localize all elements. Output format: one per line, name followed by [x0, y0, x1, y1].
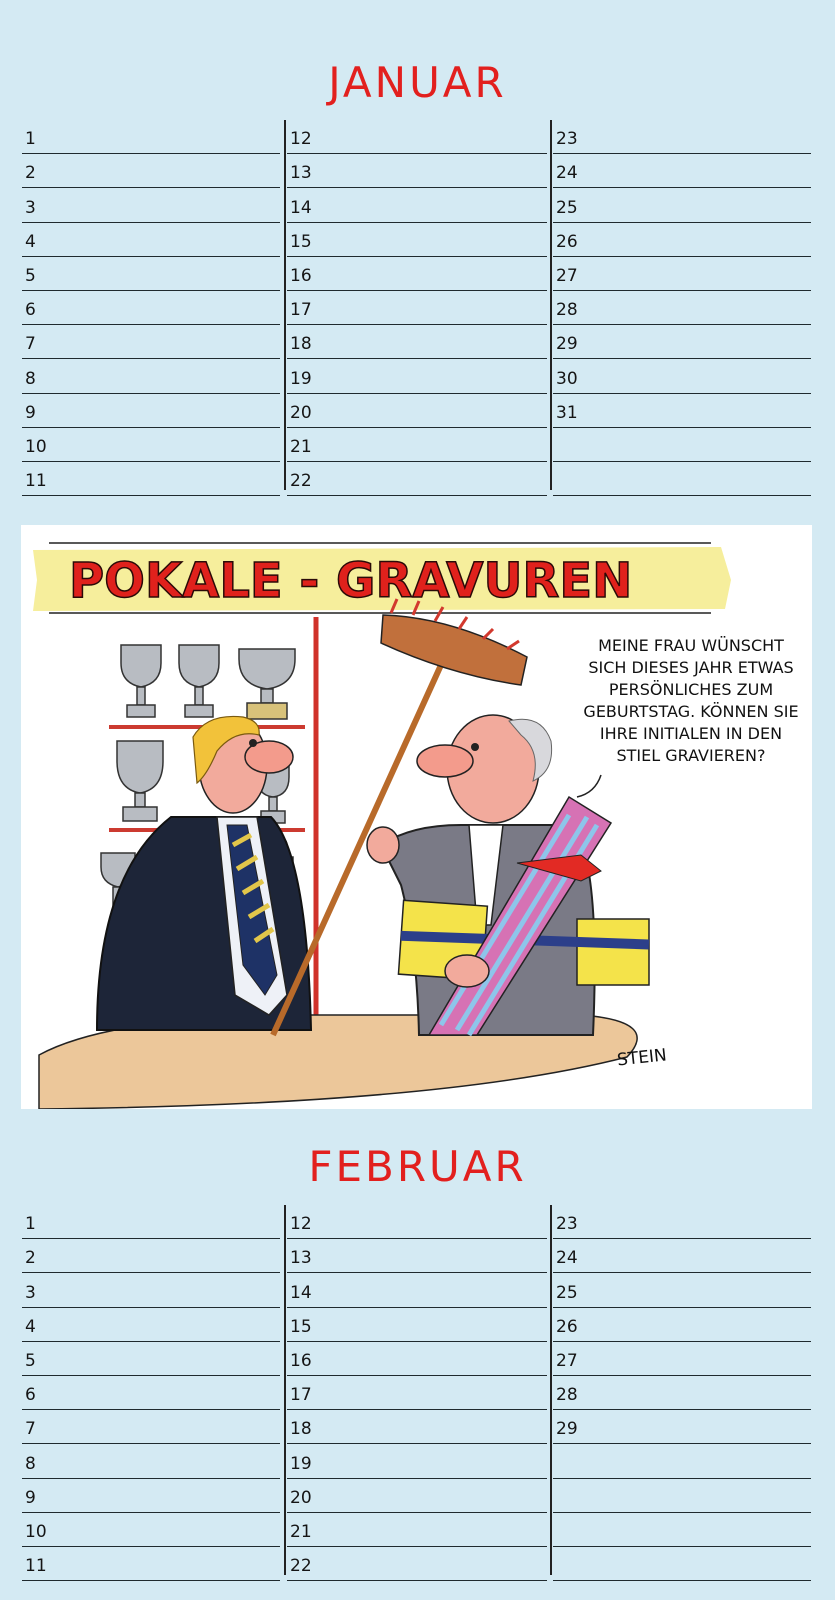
day-row	[553, 154, 811, 188]
day-row	[553, 359, 811, 393]
day-row	[287, 428, 547, 462]
day-number: 11	[25, 471, 47, 492]
day-number: 21	[290, 436, 312, 457]
day-row	[553, 120, 811, 154]
day-number: 13	[290, 163, 312, 184]
speech-line: MEINE FRAU WÜNSCHT	[598, 636, 784, 655]
artist-signature: STEIN	[616, 1045, 668, 1071]
day-row	[553, 1444, 811, 1478]
day-row	[22, 394, 280, 428]
day-row	[553, 1479, 811, 1513]
day-number: 5	[25, 265, 36, 286]
day-row	[287, 462, 547, 496]
day-number: 2	[25, 1248, 36, 1269]
speech-line: STIEL GRAVIEREN?	[616, 746, 766, 765]
day-number: 20	[290, 402, 312, 423]
day-grid-januar	[0, 120, 835, 490]
day-row	[553, 462, 811, 496]
day-row	[287, 188, 547, 222]
day-row	[22, 359, 280, 393]
sign-text: POKALE - GRAVUREN	[69, 553, 633, 609]
day-row	[22, 291, 280, 325]
day-row	[22, 1547, 280, 1581]
trophy-icon	[239, 649, 295, 719]
day-number: 13	[290, 1248, 312, 1269]
day-row	[22, 154, 280, 188]
day-row	[287, 1273, 547, 1307]
day-number: 22	[290, 471, 312, 492]
day-row	[287, 1205, 547, 1239]
day-number: 24	[556, 1248, 578, 1269]
cartoon-illustration	[21, 525, 812, 1109]
day-row	[287, 1376, 547, 1410]
speech-line: GEBURTSTAG. KÖNNEN SIE	[583, 702, 799, 721]
day-number: 17	[290, 1385, 312, 1406]
day-row	[553, 1410, 811, 1444]
day-row	[287, 1513, 547, 1547]
day-number: 26	[556, 1316, 578, 1337]
day-row	[553, 1239, 811, 1273]
day-number: 10	[25, 436, 47, 457]
speech-line: SICH DIESES JAHR ETWAS	[588, 658, 794, 677]
day-row	[287, 120, 547, 154]
day-number: 19	[290, 1453, 312, 1474]
day-row	[22, 188, 280, 222]
day-number: 15	[290, 1316, 312, 1337]
day-number: 28	[556, 300, 578, 321]
day-number: 5	[25, 1350, 36, 1371]
day-row	[22, 1513, 280, 1547]
day-number: 12	[290, 129, 312, 150]
day-number: 6	[25, 1385, 36, 1406]
day-row	[22, 462, 280, 496]
day-number: 29	[556, 1419, 578, 1440]
day-number: 2	[25, 163, 36, 184]
month-title-januar: JANUAR	[328, 58, 507, 107]
day-number: 28	[556, 1385, 578, 1406]
day-column	[287, 1205, 547, 1581]
day-number: 12	[290, 1214, 312, 1235]
day-number: 21	[290, 1521, 312, 1542]
trophy-icon	[179, 645, 219, 717]
day-number: 25	[556, 197, 578, 218]
day-row	[553, 1547, 811, 1581]
day-number: 3	[25, 1282, 36, 1303]
day-column	[553, 120, 811, 496]
day-row	[287, 394, 547, 428]
day-row	[287, 257, 547, 291]
speech-line: PERSÖNLICHES ZUM	[608, 680, 774, 699]
day-number: 9	[25, 1487, 36, 1508]
seller-figure	[367, 715, 649, 1035]
day-number: 9	[25, 402, 36, 423]
day-number: 17	[290, 300, 312, 321]
month-title-februar: FEBRUAR	[308, 1142, 527, 1191]
day-row	[287, 1239, 547, 1273]
day-number: 7	[25, 1419, 36, 1440]
day-row	[287, 325, 547, 359]
day-number: 25	[556, 1282, 578, 1303]
day-number: 27	[556, 1350, 578, 1371]
day-number: 4	[25, 231, 36, 252]
day-number: 23	[556, 1214, 578, 1235]
day-number: 16	[290, 1350, 312, 1371]
column-divider	[550, 120, 552, 490]
column-divider	[284, 120, 286, 490]
day-number: 16	[290, 265, 312, 286]
day-number: 27	[556, 265, 578, 286]
day-number: 10	[25, 1521, 47, 1542]
day-row	[287, 291, 547, 325]
day-number: 1	[25, 129, 36, 150]
trophy-icon	[117, 741, 163, 821]
speech-line: IHRE INITIALEN IN DEN	[599, 724, 783, 743]
day-number: 23	[556, 129, 578, 150]
day-row	[553, 1205, 811, 1239]
day-row	[287, 1410, 547, 1444]
day-row	[553, 325, 811, 359]
day-number: 19	[290, 368, 312, 389]
day-row	[553, 188, 811, 222]
day-row	[287, 1479, 547, 1513]
day-number: 15	[290, 231, 312, 252]
day-row	[287, 359, 547, 393]
day-number: 24	[556, 163, 578, 184]
day-grid-februar	[0, 1205, 835, 1575]
day-row	[22, 1444, 280, 1478]
day-number: 11	[25, 1556, 47, 1577]
day-column	[22, 1205, 280, 1581]
trophy-icon	[121, 645, 161, 717]
day-number: 29	[556, 334, 578, 355]
day-row	[22, 1342, 280, 1376]
day-row	[553, 1513, 811, 1547]
day-row	[22, 1273, 280, 1307]
day-row	[553, 1376, 811, 1410]
day-row	[287, 223, 547, 257]
day-column	[22, 120, 280, 496]
day-number: 31	[556, 402, 578, 423]
day-row	[22, 257, 280, 291]
day-number: 26	[556, 231, 578, 252]
day-number: 7	[25, 334, 36, 355]
day-column	[287, 120, 547, 496]
day-column	[553, 1205, 811, 1581]
day-number: 1	[25, 1214, 36, 1235]
day-row	[287, 1342, 547, 1376]
column-divider	[284, 1205, 286, 1575]
day-row	[22, 325, 280, 359]
day-row	[287, 1308, 547, 1342]
day-row	[22, 1479, 280, 1513]
day-number: 22	[290, 1556, 312, 1577]
speech-bubble	[583, 636, 798, 765]
day-number: 18	[290, 334, 312, 355]
day-number: 14	[290, 1282, 312, 1303]
day-row	[287, 1444, 547, 1478]
day-number: 8	[25, 1453, 36, 1474]
day-number: 20	[290, 1487, 312, 1508]
day-row	[553, 428, 811, 462]
day-row	[553, 1308, 811, 1342]
day-number: 14	[290, 197, 312, 218]
day-row	[22, 1410, 280, 1444]
day-number: 3	[25, 197, 36, 218]
day-row	[553, 291, 811, 325]
day-row	[287, 1547, 547, 1581]
day-number: 8	[25, 368, 36, 389]
day-number: 18	[290, 1419, 312, 1440]
day-row	[22, 428, 280, 462]
day-row	[22, 1308, 280, 1342]
day-row	[553, 223, 811, 257]
day-row	[22, 120, 280, 154]
day-row	[553, 1273, 811, 1307]
day-number: 6	[25, 300, 36, 321]
day-row	[22, 1239, 280, 1273]
day-row	[22, 1205, 280, 1239]
day-number: 4	[25, 1316, 36, 1337]
day-row	[287, 154, 547, 188]
day-row	[22, 1376, 280, 1410]
day-row	[553, 257, 811, 291]
day-row	[553, 1342, 811, 1376]
column-divider	[550, 1205, 552, 1575]
day-row	[553, 394, 811, 428]
day-number: 30	[556, 368, 578, 389]
day-row	[22, 223, 280, 257]
